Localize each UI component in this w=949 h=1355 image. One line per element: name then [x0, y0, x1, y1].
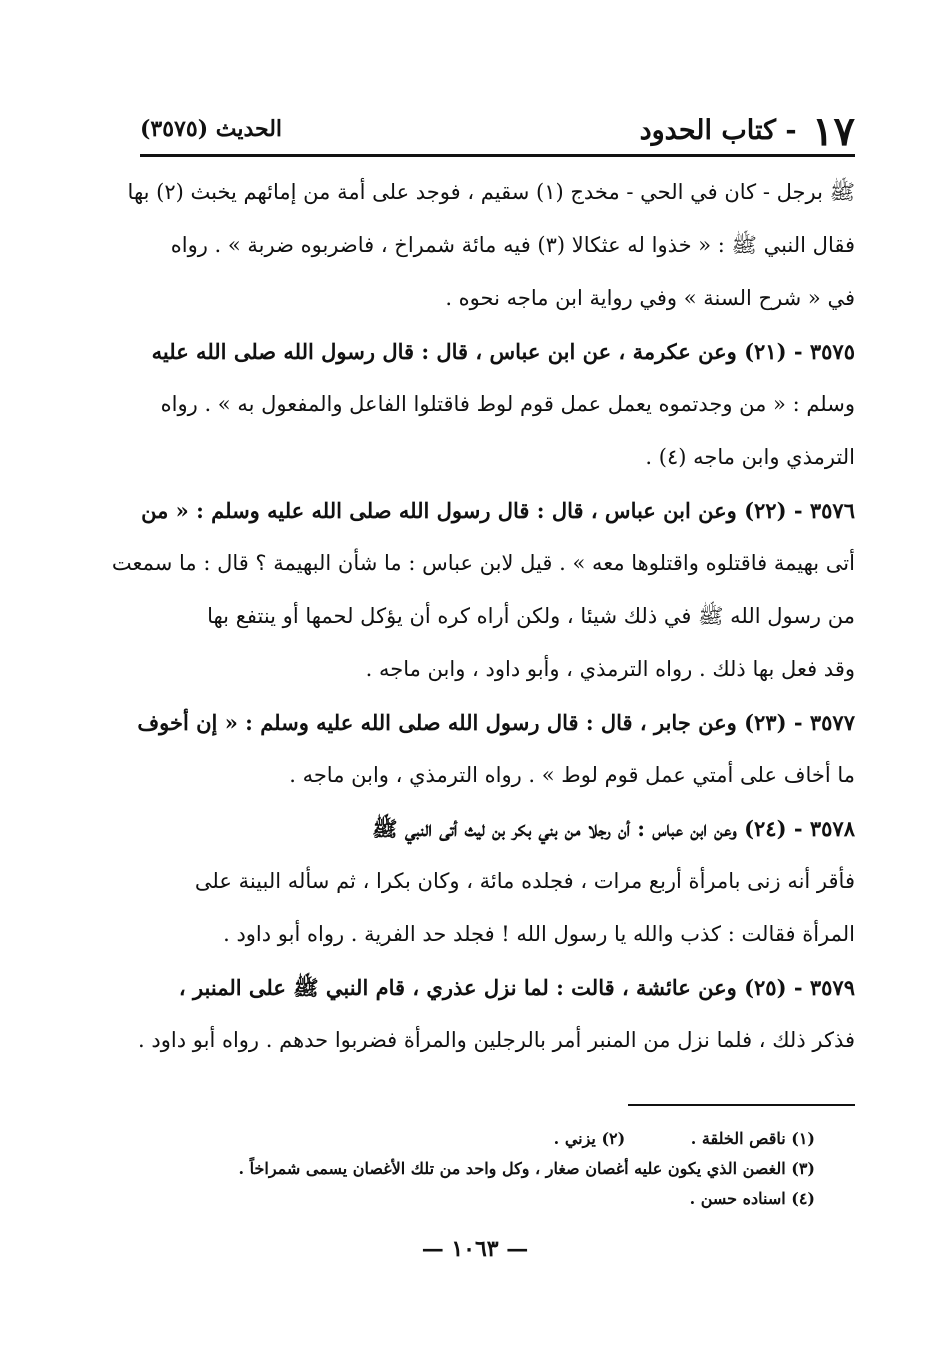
hadith-3575-line: ٣٥٧٥ - (٢١) وعن عكرمة ، عن ابن عباس ، قال : قال رسول الله صلى الله عليه	[151, 339, 855, 364]
body-text	[111, 166, 855, 1067]
text-line: من رسول الله ﷺ في ذلك شيئا ، ولكن أراه كره أن يؤكل لحمها أو ينتفع بها	[207, 604, 855, 628]
text-line: ﷺ برجل - كان في الحي - مخدج (١) سقيم ، فوجد على أمة من إمائهم يخبث (٢) بها	[127, 180, 855, 204]
page-header	[140, 108, 855, 155]
footnote-1: (١) ناقص الخلقة .	[690, 1129, 815, 1148]
hadith-3576-line: ٣٥٧٦ - (٢٢) وعن ابن عباس ، قال : قال رسول الله صلى الله عليه وسلم : « من	[141, 498, 855, 523]
text-line: أتى بهيمة فاقتلوه واقتلوها معه » . قيل لابن عباس : ما شأن البهيمة ؟ قال : ما سمعت	[111, 551, 855, 575]
text-line: المرأة فقالت : كذب والله يا رسول الله ! فجلد حد الفرية . رواه أبو داود .	[223, 922, 855, 946]
chapter-heading	[640, 108, 855, 155]
text-line: فقال النبي ﷺ : « خذوا له عثكالا (٣) فيه مائة شمراخ ، فاضربوه ضربة » . رواه	[170, 233, 855, 257]
hadith-range: الحديث (٣٥٧٥)	[140, 116, 283, 142]
chapter-title: - كتاب الحدود	[639, 115, 797, 146]
footnotes	[140, 1124, 815, 1214]
hadith-3577-line: ٣٥٧٧ - (٢٣) وعن جابر ، قال : قال رسول الله صلى الله عليه وسلم : « إن أخوف	[137, 710, 855, 735]
text-line: في « شرح السنة » وفي رواية ابن ماجه نحوه .	[445, 286, 855, 310]
footnote-4: (٤) اسناده حسن .	[689, 1189, 815, 1208]
footnote-2: (٢) يزني .	[553, 1129, 626, 1148]
page-number: — ١٠٦٣ —	[421, 1236, 529, 1262]
text-line: وسلم : « من وجدتموه يعمل عمل قوم لوط فاقتلوا الفاعل والمفعول به » . رواه	[160, 392, 855, 416]
footnote-row	[140, 1124, 815, 1154]
footnote-3: (٣) الغصن الذي يكون عليه أغصان صغار ، وكل واحد من تلك الأغصان يسمى شمراخاً .	[238, 1159, 815, 1178]
footnote-divider	[628, 1104, 855, 1106]
chapter-number: ١٧	[812, 108, 855, 155]
hadith-3579-line: ٣٥٧٩ - (٢٥) وعن عائشة ، قالت : لما نزل عذري ، قام النبي ﷺ على المنبر ،	[178, 975, 855, 1000]
text-line: الترمذي وابن ماجه (٤) .	[645, 445, 855, 469]
text-line: وقد فعل بها ذلك . رواه الترمذي ، وأبو داود ، وابن ماجه .	[365, 657, 855, 681]
text-line: فأقر أنه زنى بامرأة أربع مرات ، فجلده مائة ، وكان بكرا ، ثم سأله البينة على	[194, 869, 855, 893]
hadith-3578-line: ٣٥٧٨ - (٢٤) وعن ابن عباس : أن رجلا من بني بكر بن ليث أتى النبي ﷺ	[372, 816, 855, 841]
text-line: فذكر ذلك ، فلما نزل من المنبر أمر بالرجلين والمرأة فضربوا حدهم . رواه أبو داود .	[138, 1028, 855, 1052]
header-divider	[140, 154, 855, 157]
text-line: ما أخاف على أمتي عمل قوم لوط » . رواه الترمذي ، وابن ماجه .	[289, 763, 855, 787]
